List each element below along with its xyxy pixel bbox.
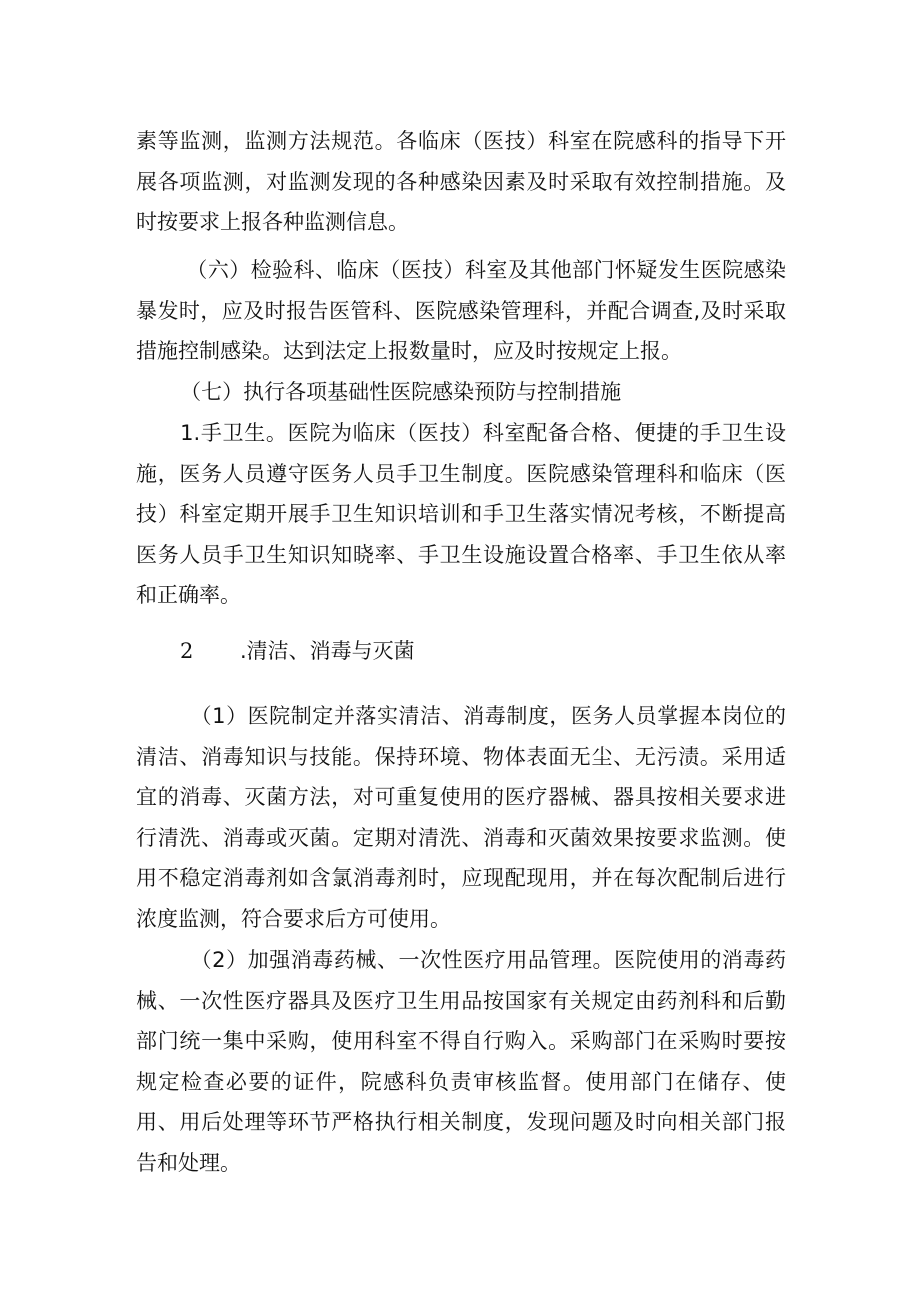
- subsection-heading-disinfection: [136, 631, 786, 671]
- paragraph-cleaning-disinfection: （1）医院制定并落实清洁、消毒制度，医务人员掌握本岗位的清洁、消毒知识与技能。保持环境、物体表面无尘、无污渍。采用适宜的消毒、灭菌方法，对可重复使用的医疗器械、器具按相关要求进行清洗、消毒或灭菌。定期对清洗、消毒和灭菌效果按要求监测。使用不稳定消毒剂如含氯消毒剂时，应现配现用，并在每次配制后进行浓度监测，符合要求后方可使用。: [136, 704, 786, 931]
- paragraph-monitoring: 素等监测，监测方法规范。各临床（医技）科室在院感科的指导下开展各项监测，对监测发现的各种感染因素及时采取有效控制措施。及时按要求上报各种监测信息。: [136, 129, 786, 235]
- section-heading-prevention: （七）执行各项基础性医院感染预防与控制措施: [180, 380, 622, 404]
- paragraph-disinfection-supplies: （2）加强消毒药械、一次性医疗用品管理。医院使用的消毒药械、一次性医疗器具及医疗卫生用品按国家有关规定由药剂科和后勤部门统一集中采购，使用科室不得自行购入。采购部门在采购时要按规定检查必要的证件，院感科负责审核监督。使用部门在储存、使用、用后处理等环节严格执行相关制度，发现问题及时向相关部门报告和处理。: [136, 948, 786, 1175]
- paragraph-hand-hygiene: 1.手卫生。医院为临床（医技）科室配备合格、便捷的手卫生设施，医务人员遵守医务人员手卫生制度。医院感染管理科和临床（医技）科室定期开展手卫生知识培训和手卫生落实情况考核，不断提高医务人员手卫生知识知晓率、手卫生设施设置合格率、手卫生依从率和正确率。: [136, 421, 786, 608]
- paragraph-outbreak-report: （六）检验科、临床（医技）科室及其他部门怀疑发生医院感染暴发时，应及时报告医管科、医院感染管理科，并配合调查,及时采取措施控制感染。达到法定上报数量时，应及时按规定上报。: [136, 258, 786, 364]
- subsection-title: .清洁、消毒与灭菌: [240, 639, 415, 663]
- subsection-number: 2: [180, 639, 194, 663]
